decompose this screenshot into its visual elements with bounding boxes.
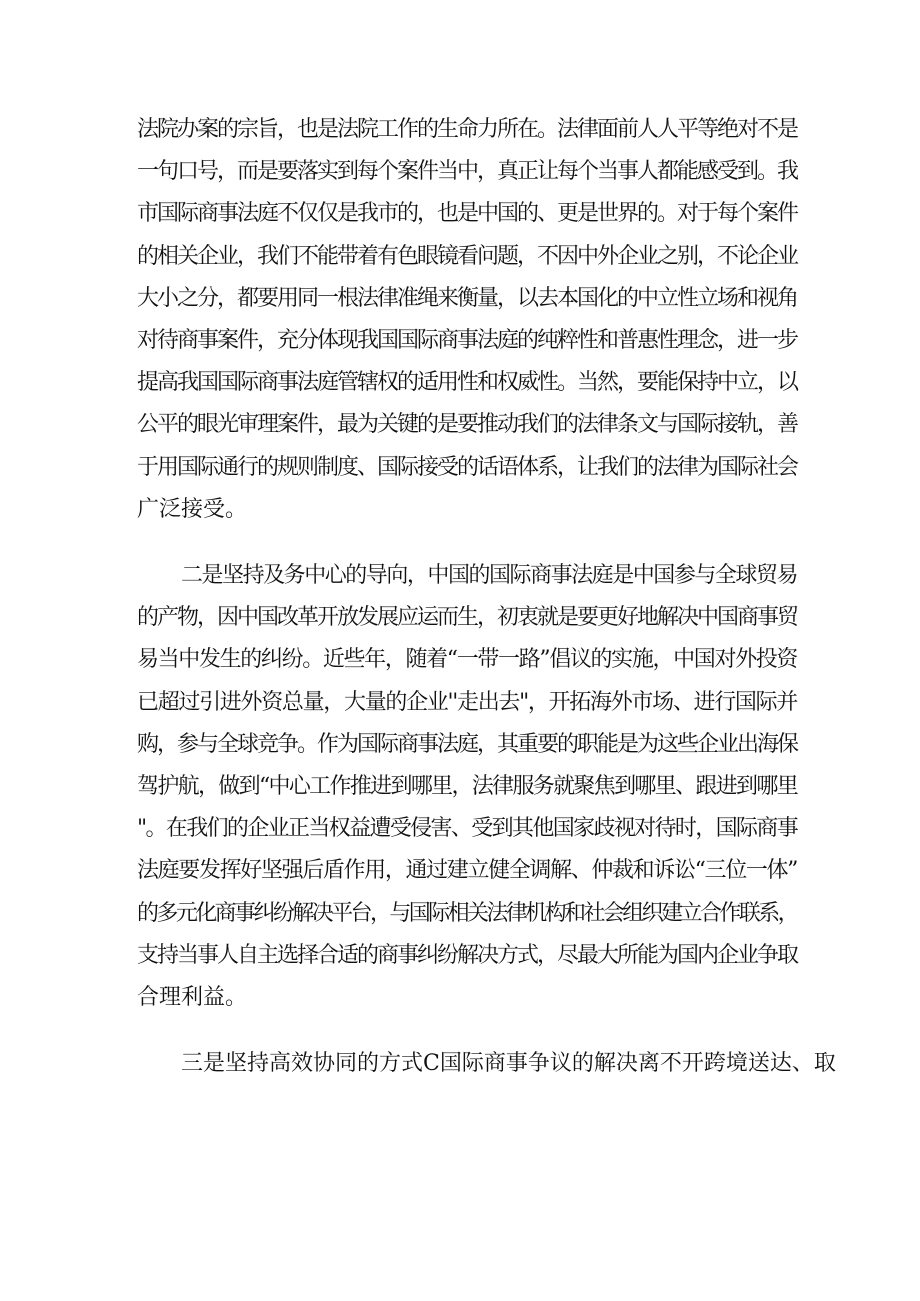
text-line: 支持当事人自主选择合适的商事纠纷解决方式，尽最大所能为国内企业争取 xyxy=(137,942,798,968)
text-line: 提高我国国际商事法庭管辖权的适用性和权威性。当然，要能保持中立，以 xyxy=(137,370,798,396)
text-line: 于用国际通行的规则制度、国际接受的话语体系，让我们的法律为国际社会 xyxy=(137,454,798,480)
text-line: 一句口号，而是要落实到每个案件当中，真正让每个当事人都能感受到。我 xyxy=(137,159,798,185)
text-line: 大小之分，都要用同一根法律准绳来衡量，以去本国化的中立性立场和视角 xyxy=(137,285,798,311)
text-line: 的多元化商事纠纷解决平台，与国际相关法律机构和社会组织建立合作联系， xyxy=(137,900,797,926)
text-line: 购，参与全球竞争。作为国际商事法庭，其重要的职能是为这些企业出海保 xyxy=(137,731,798,757)
text-line: 已超过引进外资总量，大量的企业''走出去"，开拓海外市场、进行国际并 xyxy=(137,689,798,715)
text-line: 市国际商事法庭不仅仅是我市的，也是中国的、更是世界的。对于每个案件 xyxy=(137,201,798,227)
text-line: 二是坚持及务中心的导向，中国的国际商事法庭是中国参与全球贸易 xyxy=(181,563,797,588)
text-line: 合理利益。 xyxy=(137,985,248,1010)
text-line: 易当中发生的纠纷。近些年，随着“一带一路”倡议的实施，中国对外投资 xyxy=(137,647,797,673)
text-line: 公平的眼光审理案件，最为关键的是要推动我们的法律条文与国际接轨，善 xyxy=(137,412,798,438)
text-line: 驾护航，做到“中心工作推进到哪里，法律服务就聚焦到哪里、跟进到哪里 xyxy=(137,774,797,799)
text-line: 广泛接受。 xyxy=(137,496,248,522)
text-line: 对待商事案件，充分体现我国国际商事法庭的纯粹性和普惠性理念，进一步 xyxy=(137,328,798,353)
text-line: 法庭要发挥好坚强后盾作用，通过建立健全调解、仲裁和诉讼“三位一体” xyxy=(137,858,797,884)
text-line: 三是坚持高效协同的方式C国际商事争议的解决离不开跨境送达、取 xyxy=(181,1051,836,1077)
text-line: 的相关企业，我们不能带着有色眼镜看问题，不因中外企业之别，不论企业 xyxy=(137,243,798,269)
text-line: "。在我们的企业正当权益遭受侵害、受到其他国家歧视对待时，国际商事 xyxy=(137,816,797,842)
text-line: 的产物，因中国改革开放发展应运而生，初衷就是要更好地解决中国商事贸 xyxy=(137,605,798,631)
text-line: 法院办案的宗旨，也是法院工作的生命力所在。法律面前人人平等绝对不是 xyxy=(137,117,798,142)
